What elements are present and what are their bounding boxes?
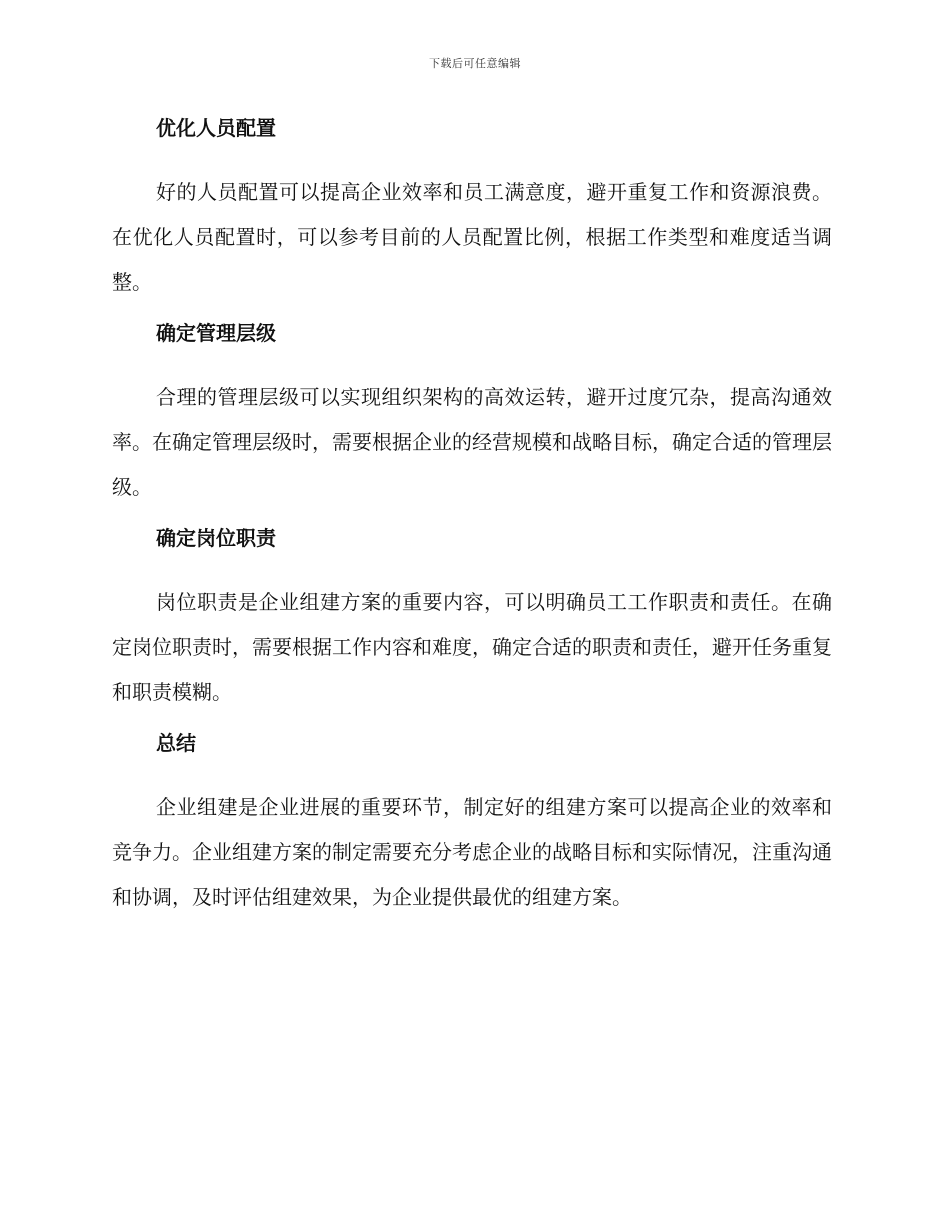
section-staffing — [112, 112, 832, 305]
section-job-duties — [112, 522, 832, 715]
section-summary — [112, 727, 832, 920]
header-note: 下载后可任意编辑 — [429, 57, 521, 70]
section-paragraph: 企业组建是企业进展的重要环节，制定好的组建方案可以提高企业的效率和竞争力。企业组建方案的制定需要充分考虑企业的战略目标和实际情况，注重沟通和协调，及时评估组建效果，为企业提供最优的组建方案。 — [112, 795, 832, 909]
section-heading: 总结 — [156, 731, 196, 755]
section-paragraph: 好的人员配置可以提高企业效率和员工满意度，避开重复工作和资源浪费。在优化人员配置时，可以参考目前的人员配置比例，根据工作类型和难度适当调整。 — [112, 180, 832, 294]
section-heading: 确定管理层级 — [156, 321, 276, 345]
section-paragraph: 岗位职责是企业组建方案的重要内容，可以明确员工工作职责和责任。在确定岗位职责时，需要根据工作内容和难度，确定合适的职责和责任，避开任务重复和职责模糊。 — [112, 590, 832, 704]
section-management-levels — [112, 317, 832, 510]
section-heading: 确定岗位职责 — [156, 526, 276, 550]
section-heading: 优化人员配置 — [156, 116, 276, 140]
section-paragraph: 合理的管理层级可以实现组织架构的高效运转，避开过度冗杂，提高沟通效率。在确定管理层级时，需要根据企业的经营规模和战略目标，确定合适的管理层级。 — [112, 385, 832, 499]
document-content — [112, 112, 832, 932]
